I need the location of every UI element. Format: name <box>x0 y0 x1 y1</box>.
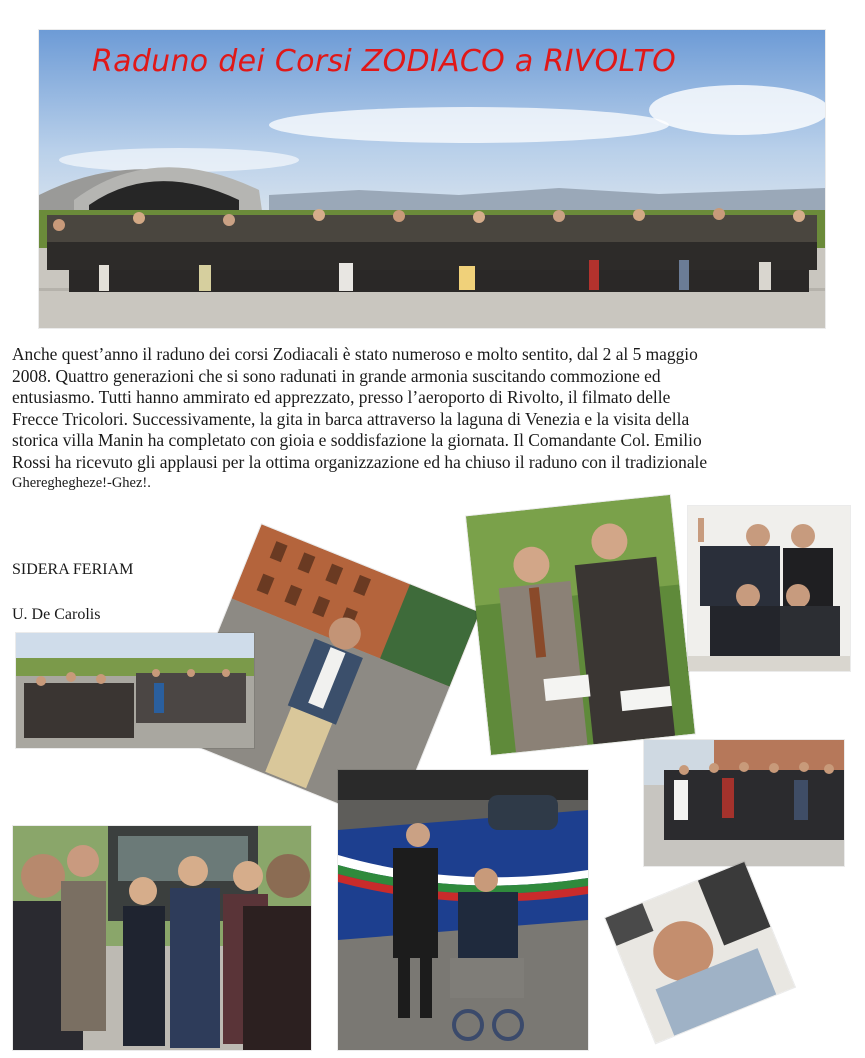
article-line: Frecce Tricolori. Successivamente, la gita in barca attraverso la laguna di Venezia e la visita della <box>12 408 690 429</box>
article-line: entusiasmo. Tutti hanno ammirato ed apprezzato, presso l’aeroporto di Rivolto, il filmato delle <box>12 387 671 407</box>
article-line: 2008. Quattro generazioni che si sono radunati in grande armonia suscitando commozione ed <box>12 365 661 386</box>
article-line: storica villa Manin ha completato con gioia e soddisfazione la giornata. Il Comandante Col. Emilio <box>12 430 702 450</box>
motto: SIDERA FERIAM <box>12 561 134 578</box>
photo-two-men <box>466 495 695 755</box>
photo-women-bus <box>13 826 311 1050</box>
photo-man-tilted <box>605 862 795 1043</box>
photo-crowd-tarmac <box>16 633 254 748</box>
article-line: Ghereghegheze!-Ghez!. <box>12 475 151 491</box>
photo-men-table <box>688 506 850 671</box>
author-signature: U. De Carolis <box>12 606 101 623</box>
article-body <box>12 344 858 495</box>
photo-jet <box>338 770 588 1050</box>
article-line: Rossi ha ricevuto gli applausi per la ottima organizzazione ed ha chiuso il raduno con il tradizionale <box>12 451 708 472</box>
article-line: Anche quest’anno il raduno dei corsi Zodiacali è stato numeroso e molto sentito, dal 2 al 5 maggio <box>12 344 698 364</box>
page-title: Raduno dei Corsi ZODIACO a RIVOLTO <box>92 44 676 79</box>
photo-men-street <box>644 740 844 866</box>
